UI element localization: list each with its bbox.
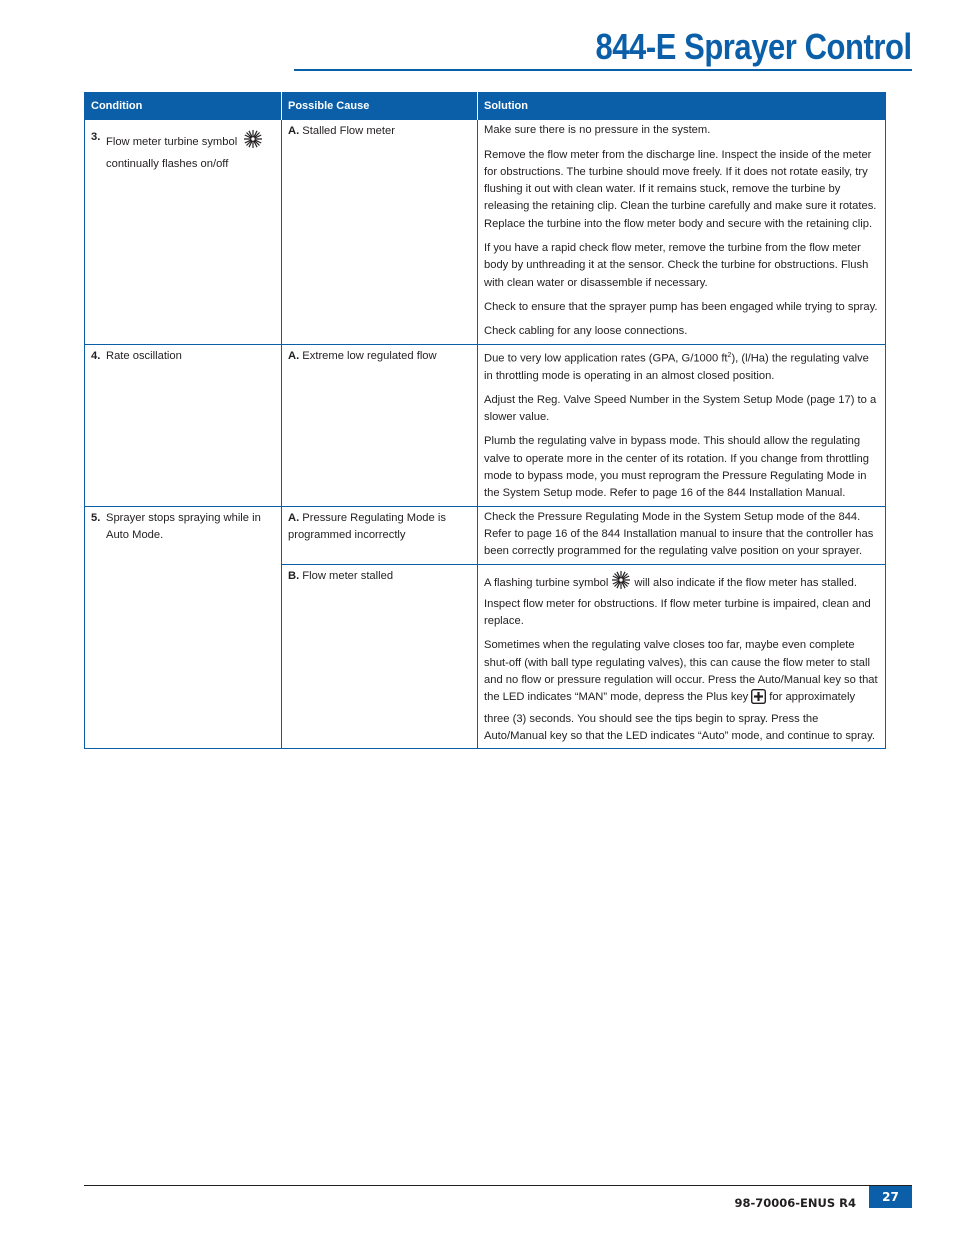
column-header-solution: Solution (478, 92, 886, 120)
condition-number: 3. (91, 131, 101, 144)
solution-paragraph: If you have a rapid check flow meter, remove the turbine from the flow meter body by unthreading it at the sensor. Check the turbine for obstructions. Flush with clean water or disassemble if necessary. (484, 242, 869, 289)
solution-paragraph: Make sure there is no pressure in the system. (484, 124, 711, 137)
condition-text: Flow meter turbine symbol continually flashes on/off (106, 129, 266, 173)
table-row (85, 120, 886, 344)
solution-paragraph: A flashing turbine symbol will also indicate if the flow meter has stalled. Inspect flow meter for obstructions. If flow meter turbine is impaired, clean and replace. (484, 570, 879, 631)
solution-cell (478, 120, 886, 344)
cause-text: Flow meter stalled (302, 569, 394, 582)
troubleshooting-table (84, 92, 886, 749)
solution-paragraph: Check the Pressure Regulating Mode in the System Setup mode of the 844. Refer to page 16 of the 844 Installation manual to insure that the controller has been correctly programmed for the regulating valve position on your sprayer. (484, 510, 874, 558)
cause-cell (282, 120, 478, 344)
solution-cell (478, 506, 886, 564)
cause-cell (282, 564, 478, 749)
condition-cell (85, 506, 282, 749)
plus-key-icon (751, 689, 766, 710)
table-row (85, 344, 886, 506)
column-header-possible-cause: Possible Cause (282, 92, 478, 120)
solution-paragraph: Adjust the Reg. Valve Speed Number in the System Setup Mode (page 17) to a slower value. (484, 393, 877, 424)
cause-text: Stalled Flow meter (302, 125, 395, 138)
solution-paragraph: Due to very low application rates (GPA, G/1000 $ft^2$), (l/Ha) the regulating valve in throttling mode is operating in an almost closed position. (484, 351, 869, 382)
cause-letter: B. (288, 569, 300, 582)
cause-letter: A. (288, 125, 300, 138)
condition-number: 5. (91, 511, 101, 524)
turbine-symbol-icon (243, 129, 263, 155)
condition-number: 4. (91, 349, 101, 362)
condition-cell (85, 344, 282, 506)
solution-cell (478, 344, 886, 506)
solution-paragraph: Remove the flow meter from the discharge line. Inspect the inside of the meter for obstructions. The turbine should move freely. If it does not rotate easily, try flushing it out with clean water. If it remains stuck, remove the turbine by releasing the retaining clip. Clean the turbine carefully and make sure it rotates. Replace the turbine into the flow meter body and secure with the retaining clip. (484, 148, 877, 230)
title-divider (294, 69, 912, 71)
footer-divider (84, 1185, 912, 1186)
document-code: 98-70006-ENUS R4 (734, 1196, 856, 1210)
cause-cell (282, 506, 478, 564)
cause-cell (282, 344, 478, 506)
page-number: 27 (869, 1186, 912, 1208)
table-header-row (85, 92, 886, 120)
table-row (85, 506, 886, 564)
turbine-symbol-icon (611, 570, 631, 596)
cause-text: Extreme low regulated flow (302, 349, 437, 362)
solution-paragraph: Sometimes when the regulating valve closes too far, maybe even complete shut-off (with ball type regulating valves), this can cause the flow meter to stall and no flow or pressure regulation will occur. Press the Auto/Manual key so that the LED indicates “MAN” mode, depress the Plus key for approximately three (3) seconds. You should see the tips begin to spray. Press the Auto/Manual key so that the LED indicates “Auto” mode, and continue to spray. (484, 639, 878, 742)
condition-text: Sprayer stops spraying while in Auto Mode. (106, 511, 261, 541)
cause-letter: A. (288, 511, 300, 524)
page-title: 844-E Sprayer Control (595, 26, 912, 67)
condition-text: Rate oscillation (106, 349, 182, 362)
cause-letter: A. (288, 349, 300, 362)
solution-paragraph: Check cabling for any loose connections. (484, 325, 688, 338)
solution-cell (478, 564, 886, 749)
cause-text: Pressure Regulating Mode is programmed incorrectly (288, 511, 446, 541)
column-header-condition: Condition (85, 92, 282, 120)
solution-paragraph: Plumb the regulating valve in bypass mode. This should allow the regulating valve to operate more in the center of its rotation. If you change from throttling mode to bypass mode, you must reprogram the Pressure Regulating Mode in the System Setup mode. Refer to page 16 of the 844 Installation Manual. (484, 435, 869, 500)
condition-cell (85, 120, 282, 344)
solution-paragraph: Check to ensure that the sprayer pump has been engaged while trying to spray. (484, 300, 878, 313)
